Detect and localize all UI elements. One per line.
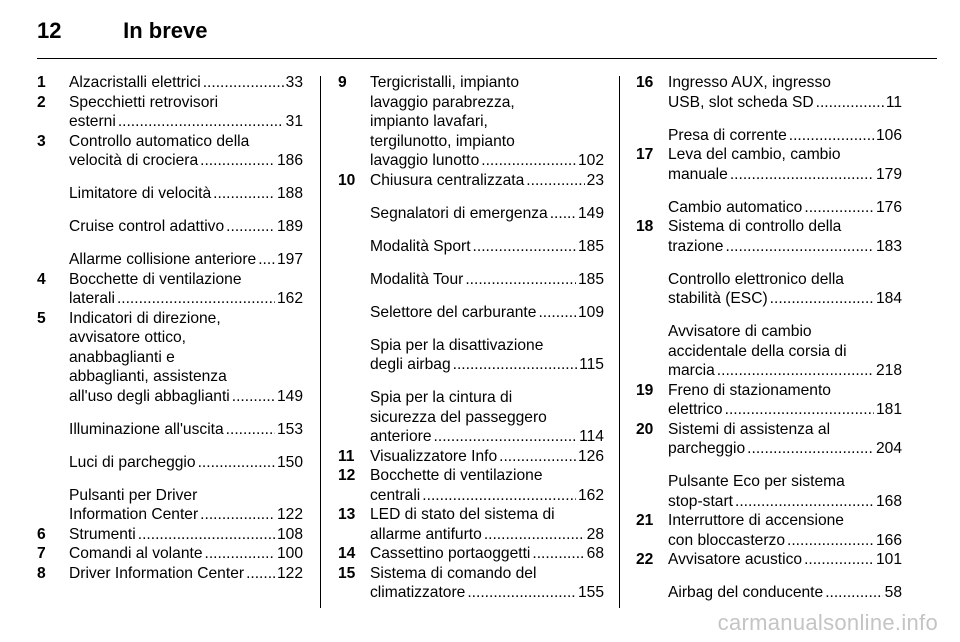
entry-text: stabilità (ESC): [668, 290, 768, 307]
dot-leader: [789, 126, 874, 146]
dot-leader: [804, 198, 874, 218]
toc-entry: [636, 217, 902, 256]
page-ref: 33: [285, 74, 303, 91]
entry-text: marcia: [668, 362, 715, 379]
entry-text: Airbag del conducente: [668, 584, 824, 601]
entry-text: abbaglianti, assistenza: [69, 368, 227, 385]
page-ref: 23: [586, 171, 604, 189]
entry-text: trazione: [668, 237, 724, 255]
page-title: In breve: [123, 18, 208, 43]
page-ref: 179: [875, 165, 902, 183]
dot-leader: [717, 361, 874, 381]
page-ref: 122: [276, 564, 303, 582]
toc-entry: [636, 145, 902, 184]
toc-subentry: [636, 126, 902, 146]
dot-leader: [453, 355, 577, 375]
entry-text: stop-start: [668, 492, 733, 510]
entry-number: 12: [338, 467, 356, 484]
page-ref: 149: [577, 204, 604, 222]
dot-leader: [499, 447, 576, 467]
page-ref: 155: [577, 584, 604, 601]
page-header: [37, 18, 208, 44]
entry-text: Presa di corrente: [668, 126, 787, 144]
toc-entry: [37, 73, 303, 93]
page-ref: 58: [884, 584, 902, 601]
toc-subentry: [338, 388, 604, 447]
entry-text: Tergicristalli, impianto: [370, 74, 520, 91]
dot-leader: [465, 270, 576, 290]
entry-text: Comandi al volante: [69, 545, 203, 562]
page-ref: 181: [875, 401, 902, 418]
entry-text: Pulsanti per Driver: [69, 486, 198, 504]
entry-text: Controllo elettronico della: [668, 270, 844, 288]
toc-subentry: [636, 198, 902, 218]
page-ref: 102: [577, 152, 604, 169]
toc-subentry: [37, 453, 303, 473]
watermark: carmanualsonline.info: [717, 610, 938, 635]
dot-leader: [467, 583, 576, 603]
entry-text: Sistemi di assistenza al: [668, 420, 831, 438]
toc-entry: [338, 171, 604, 191]
entry-text: Information Center: [69, 506, 199, 523]
dot-leader: [804, 550, 874, 570]
page-ref: 176: [875, 198, 902, 216]
dot-leader: [422, 486, 576, 506]
entry-text: Indicatori di direzione,: [69, 309, 221, 327]
column-separator: [619, 76, 620, 608]
entry-text: Cambio automatico: [668, 198, 803, 216]
dot-leader: [258, 250, 275, 270]
entry-text: anteriore: [370, 428, 432, 445]
page-ref: 197: [276, 251, 303, 268]
entry-text: laterali: [69, 290, 115, 307]
entry-number: 11: [338, 447, 355, 465]
dot-leader: [730, 165, 874, 185]
entry-number: 19: [636, 381, 654, 399]
page-ref: 100: [276, 545, 303, 562]
entry-text: Limitatore di velocità: [69, 185, 212, 202]
entry-text: Leva del cambio, cambio: [668, 146, 841, 163]
page-ref: 11: [885, 93, 902, 111]
entry-text: climatizzatore: [370, 584, 466, 601]
entry-text: Segnalatori di emergenza: [370, 204, 548, 222]
entry-number: 10: [338, 171, 356, 189]
entry-text: elettrico: [668, 401, 723, 418]
dot-leader: [198, 453, 275, 473]
dot-leader: [246, 564, 275, 584]
page-ref: 28: [586, 525, 604, 543]
entry-text: Strumenti: [69, 525, 136, 543]
entry-text: Cassettino portaoggetti: [370, 545, 531, 562]
entry-number: 9: [338, 74, 347, 91]
entry-text: Spia per la disattivazione: [370, 336, 544, 354]
page-ref: 188: [276, 185, 303, 202]
entry-text: Freno di stazionamento: [668, 381, 831, 399]
toc-entry: [338, 466, 604, 505]
entry-number: 8: [37, 564, 46, 582]
entry-text: Bocchette di ventilazione: [370, 467, 543, 484]
entry-text: impianto lavafari,: [370, 113, 488, 130]
entry-text: Specchietti retrovisori: [69, 93, 219, 111]
dot-leader: [538, 303, 576, 323]
toc-entry: [338, 447, 604, 467]
entry-text: allarme antifurto: [370, 525, 482, 543]
dot-leader: [473, 237, 576, 257]
dot-leader: [484, 525, 585, 545]
dot-leader: [118, 112, 284, 132]
dot-leader: [205, 544, 275, 564]
page-ref: 31: [285, 113, 303, 130]
dot-leader: [203, 73, 284, 93]
page-ref: 189: [276, 218, 303, 235]
toc-column-1: [37, 73, 303, 583]
toc-entry: [37, 93, 303, 132]
header-rule: [37, 58, 937, 59]
page-number: 12: [37, 18, 62, 43]
dot-leader: [725, 400, 874, 420]
page-ref: 162: [577, 486, 604, 504]
entry-text: anabbaglianti e: [69, 348, 175, 366]
entry-text: Alzacristalli elettrici: [69, 74, 201, 91]
dot-leader: [232, 387, 275, 407]
toc-column-3: [636, 73, 902, 603]
toc-subentry: [37, 420, 303, 440]
page-ref: 114: [579, 428, 604, 445]
toc-subentry: [37, 217, 303, 237]
dot-leader: [226, 217, 275, 237]
entry-text: USB, slot scheda SD: [668, 93, 814, 111]
toc-subentry: [37, 250, 303, 270]
entry-number: 1: [37, 74, 46, 91]
dot-leader: [735, 492, 874, 512]
entry-number: 15: [338, 564, 356, 582]
dot-leader: [532, 544, 584, 564]
entry-text: Avvisatore di cambio: [668, 323, 812, 340]
dot-leader: [213, 184, 275, 204]
toc-subentry: [338, 336, 604, 375]
entry-number: 20: [636, 420, 654, 438]
entry-text: Controllo automatico della: [69, 132, 250, 150]
entry-text: all'uso degli abbaglianti: [69, 387, 230, 405]
entry-text: velocità di crociera: [69, 152, 199, 169]
entry-number: 22: [636, 551, 654, 568]
toc-entry: [338, 73, 604, 171]
entry-text: Modalità Tour: [370, 270, 464, 288]
page-ref: 101: [875, 551, 902, 568]
entry-number: 3: [37, 132, 46, 150]
toc-entry: [636, 511, 902, 550]
toc-subentry: [338, 303, 604, 323]
page-ref: 115: [579, 356, 604, 373]
entry-text: Luci di parcheggio: [69, 453, 196, 471]
page-ref: 150: [276, 453, 303, 471]
toc-entry: [37, 544, 303, 564]
entry-number: 18: [636, 218, 654, 235]
toc-entry: [37, 309, 303, 407]
entry-number: 4: [37, 270, 46, 288]
toc-subentry: [338, 270, 604, 290]
entry-text: centrali: [370, 486, 421, 504]
dot-leader: [138, 525, 275, 545]
entry-text: Driver Information Center: [69, 564, 245, 582]
dot-leader: [825, 583, 882, 603]
dot-leader: [787, 531, 874, 551]
toc-subentry: [37, 486, 303, 525]
dot-leader: [481, 151, 576, 171]
entry-text: Interruttore di accensione: [668, 512, 844, 529]
toc-subentry: [37, 184, 303, 204]
page-ref: 109: [577, 303, 604, 321]
entry-number: 17: [636, 146, 654, 163]
toc-entry: [338, 564, 604, 603]
entry-text: lavaggio parabrezza,: [370, 93, 515, 111]
entry-text: avvisatore ottico,: [69, 329, 187, 346]
dot-leader: [747, 439, 874, 459]
entry-text: Bocchette di ventilazione: [69, 270, 242, 288]
entry-text: Visualizzatore Info: [370, 447, 498, 465]
entry-text: LED di stato del sistema di: [370, 506, 555, 523]
entry-text: accidentale della corsia di: [668, 342, 847, 360]
column-separator: [320, 76, 321, 608]
page-ref: 204: [875, 440, 902, 457]
entry-text: Sistema di controllo della: [668, 218, 842, 235]
page-ref: 126: [577, 447, 604, 465]
page-ref: 122: [276, 506, 303, 523]
dot-leader: [200, 151, 275, 171]
dot-leader: [434, 427, 578, 447]
page-ref: 68: [586, 545, 604, 562]
dot-leader: [200, 505, 275, 525]
entry-number: 5: [37, 309, 46, 327]
entry-text: manuale: [668, 165, 728, 183]
page-ref: 166: [875, 531, 902, 549]
toc-subentry: [636, 583, 902, 603]
entry-text: parcheggio: [668, 440, 746, 457]
page-ref: 185: [577, 270, 604, 288]
dot-leader: [550, 204, 576, 224]
toc-subentry: [636, 270, 902, 309]
page-ref: 185: [577, 237, 604, 255]
entry-text: Pulsante Eco per sistema: [668, 473, 845, 490]
dot-leader: [770, 289, 874, 309]
page-ref: 108: [276, 525, 303, 543]
toc-entry: [636, 381, 902, 420]
page-ref: 149: [276, 387, 303, 405]
toc-entry: [636, 73, 902, 112]
toc-subentry: [338, 204, 604, 224]
entry-text: sicurezza del passeggero: [370, 408, 547, 426]
page-ref: 186: [276, 152, 303, 169]
entry-number: 2: [37, 93, 46, 111]
entry-number: 7: [37, 545, 46, 562]
toc-subentry: [338, 237, 604, 257]
entry-number: 14: [338, 545, 356, 562]
entry-text: lavaggio lunotto: [370, 152, 480, 169]
entry-text: Cruise control adattivo: [69, 218, 225, 235]
page-ref: 153: [276, 420, 303, 438]
entry-number: 6: [37, 525, 46, 543]
entry-text: Modalità Sport: [370, 237, 471, 255]
toc-entry: [37, 132, 303, 171]
entry-text: Sistema di comando del: [370, 564, 537, 582]
entry-number: 13: [338, 506, 356, 523]
entry-text: con bloccasterzo: [668, 531, 786, 549]
entry-text: Spia per la cintura di: [370, 389, 513, 406]
entry-text: degli airbag: [370, 356, 451, 373]
dot-leader: [526, 171, 584, 191]
entry-text: esterni: [69, 113, 116, 130]
toc-entry: [37, 564, 303, 584]
page-ref: 183: [875, 237, 902, 255]
dot-leader: [117, 289, 275, 309]
toc-subentry: [636, 472, 902, 511]
page-ref: 168: [875, 492, 902, 510]
dot-leader: [816, 93, 884, 113]
toc-entry: [636, 550, 902, 570]
toc-entry: [338, 544, 604, 564]
page-ref: 184: [875, 290, 902, 307]
toc-entry: [37, 525, 303, 545]
toc-entry: [636, 420, 902, 459]
toc-column-2: [338, 73, 604, 603]
entry-text: Chiusura centralizzata: [370, 171, 525, 189]
entry-text: Ingresso AUX, ingresso: [668, 74, 831, 91]
entry-number: 21: [636, 512, 654, 529]
toc-subentry: [636, 322, 902, 381]
entry-text: Illuminazione all'uscita: [69, 420, 224, 438]
entry-text: Allarme collisione anteriore: [69, 251, 257, 268]
toc-entry: [37, 270, 303, 309]
entry-text: tergilunotto, impianto: [370, 132, 515, 150]
dot-leader: [725, 237, 873, 257]
toc-entry: [338, 505, 604, 544]
entry-text: Selettore del carburante: [370, 303, 537, 321]
page-ref: 218: [875, 362, 902, 379]
entry-text: Avvisatore acustico: [668, 551, 803, 568]
page-ref: 106: [875, 126, 902, 144]
page-ref: 162: [276, 290, 303, 307]
entry-number: 16: [636, 74, 654, 91]
dot-leader: [226, 420, 275, 440]
